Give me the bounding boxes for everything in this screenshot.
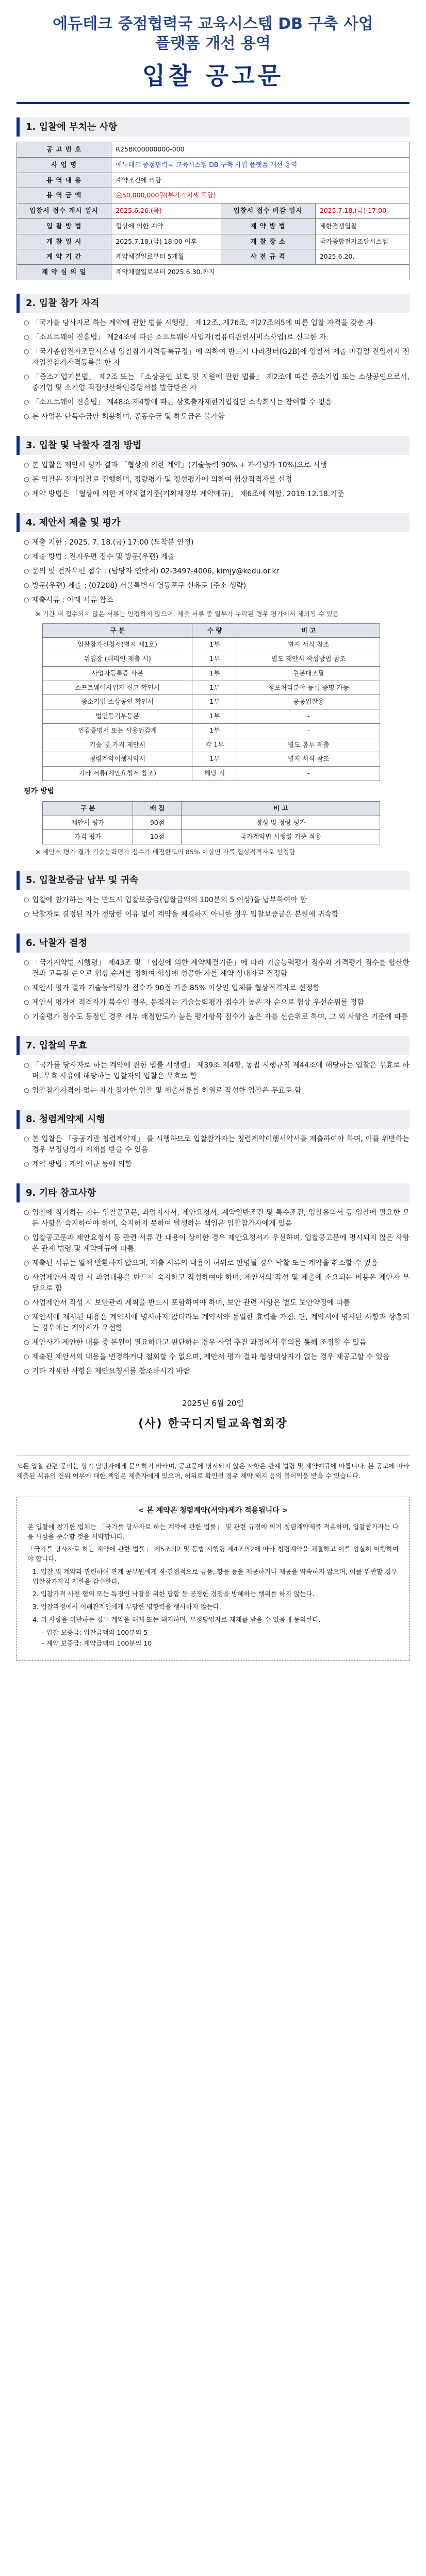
section-8-list [17,1134,409,1170]
table-row [43,767,380,781]
list-item: ○ 「국가를 당사자로 하는 계약에 관한 법률 시행령」 제12조, 제76조, 제27조의5에 따른 입찰 자격을 갖춘 자 [24,318,409,329]
documents-table [42,623,380,781]
table-cell: 1부 [192,681,237,695]
submit-end: 2025.7.18.(금) 17:00 [315,204,409,219]
service-type: 계약조건에 의함 [111,173,409,188]
table-cell: - [237,709,380,724]
list-item: ○ 「국가종합전자조달시스템 입찰참가자격등록규정」에 의하여 반드시 나라장터(G2B)에 입찰서 제출 마감일 전일까지 전자입찰참가자격등록을 한 자 [24,347,409,368]
list-item: ○ 계약 방법 : 계약 예규 등에 의함 [24,1159,409,1170]
list-item: ○ 사업제안서 작성 시 보안관리 계획을 반드시 포함하여야 하며, 보안 관련 사항은 별도 보안약정에 따름 [24,1298,409,1309]
list-item: ○ 방문(우편) 제출 : (07208) 서울특별시 영등포구 선유로 (주소 생략) [24,581,409,591]
info-label: 사 업 명 [17,157,111,173]
list-item: ○ 입찰참가자격이 없는 자가 참가한 입찰 및 제출서류를 허위로 작성한 입찰은 무효로 함 [24,1086,409,1096]
list-item: ○ 본 입찰은 「공공기관 청렴계약제」 를 시행하므로 입찰참가자는 청렴계약이행서약서를 제출하여야 하며, 이를 위반하는 경우 부정당업자 제재를 받을 수 있음 [24,1134,409,1156]
table-cell: 1부 [192,695,237,709]
issuing-organization: (사) 한국디지털교육협회장 [138,1417,288,1431]
table-cell: 제안서 평가 [43,816,133,830]
section-4-note: ※ 기간 내 접수되지 않은 서류는 인정하지 않으며, 제출 서류 중 일부가 누락된 경우 평가에서 제외될 수 있음 [35,609,339,618]
table-row [43,738,380,752]
table-cell: 인감증명서 또는 사용인감계 [43,723,192,738]
announce-no: R25BK00000000-000 [111,142,409,158]
title-block [17,14,409,94]
info-table [17,142,409,280]
section-5-heading: 5. 입찰보증금 납부 및 귀속 [17,871,409,890]
section-4-heading: 4. 제안서 제출 및 평가 [17,513,409,532]
list-item: ○ 제출 방법 : 전자우편 접수 및 방문(우편) 제출 [24,552,409,563]
list-item: ○ 「소프트웨어 진흥법」 제24조에 따른 소프트웨어사업자(컴퓨터관련서비스사업)로 신고한 자 [24,332,409,343]
table-cell: 공공입찰용 [237,695,380,709]
section-5-list [17,895,409,920]
table-row [43,695,380,709]
list-item: ○ 입찰에 참가하는 자는 반드시 입찰보증금(입찰금액의 100분의 5 이상)을 납부하여야 함 [24,895,409,906]
table-row [43,709,380,724]
table-cell: 법인등기부등본 [43,709,192,724]
project-name: 에듀테크 중점협력국 교육시스템 DB 구축 사업 플랫폼 개선 용역 [111,157,409,173]
info-label: 입 찰 방 법 [17,218,111,234]
table-cell: 원본대조필 [237,666,380,681]
table-cell: 청렴계약이행서약서 [43,752,192,767]
table-header: 구 분 [43,623,192,638]
table-cell: 10점 [133,830,182,844]
open-place: 국가종합전자조달시스템 [315,234,409,249]
appendix-item: 2. 입찰가격 사전 협의 또는 특정인 낙찰을 위한 담합 등 공정한 경쟁을 방해하는 행위를 하지 않는다. [32,1590,315,1598]
table-header-row [43,801,380,816]
pre-spec: 2025.6.20. [315,249,409,265]
info-label: 개 찰 장 소 [221,234,315,249]
table-header: 배 점 [133,801,182,816]
table-cell: 각 1부 [192,738,237,752]
budget: 金50,000,000원(부가가치세 포함) [111,188,409,204]
table-row [43,666,380,681]
list-item: ○ 입찰에 참가하는 자는 입찰공고문, 과업지시서, 제안요청서, 계약일반조건 및 특수조건, 입찰유의서 등 입찰에 필요한 모든 사항을 숙지하여야 하며, 숙지하지 못하여 발생하는 책임은 입찰참가자에게 있음 [24,1208,409,1229]
list-item: ○ 제안서에 제시된 내용은 계약서에 명시하지 않더라도 계약서와 동일한 효력을 가짐. 단, 계약서에 명시된 사항과 상충되는 경우에는 계약서가 우선함 [24,1312,409,1334]
appendix-item: 4. 위 사항을 위반하는 경우 계약을 해제 또는 해지하며, 부정당업자로 제재를 받을 수 있음에 동의한다. [32,1615,321,1623]
page-title: 입찰 공고문 [142,62,284,90]
appendix-item: 1. 입찰 및 계약과 관련하여 관계 공무원에게 직·간접적으로 금품, 향응 등을 제공하거나 제공을 약속하지 않으며, 이를 위반할 경우 입찰참가자격 제한을 감수한다. [32,1567,398,1585]
info-label: 개 찰 일 시 [17,234,111,249]
table-cell: 90점 [133,816,182,830]
announcement-date: 2025년 6월 20일 [182,1398,244,1408]
table-header: 구 분 [43,801,133,816]
table-row [43,816,380,830]
table-cell: 별지 서식 참조 [237,752,380,767]
section-2-list [17,318,409,422]
info-label: 공 고 번 호 [17,142,111,158]
table-header-row [43,623,380,638]
header-line-1: 에듀테크 중점협력국 교육시스템 DB 구축 사업 [53,15,373,33]
table-cell: 1부 [192,666,237,681]
section-4-list [17,537,409,606]
appendix-item: 3. 입찰과정에서 이해관계인에게 부당한 영향력을 행사하지 않는다. [32,1603,221,1611]
info-label: 계 약 심 의 일 [17,265,111,280]
eval-method-label: 평가 방법 [24,787,54,795]
list-item: ○ 「소프트웨어 진흥법」 제48조 제4항에 따른 상호출자제한기업집단 소속회사는 참여할 수 없음 [24,397,409,408]
list-item: ○ 「국가계약법 시행령」 제43조 및 「협상에 의한 계약체결기준」에 따라 기술능력평가 점수와 가격평가 점수를 합산한 결과 고득점 순으로 협상 순서를 정하여 협상에 성공한 자를 계약 상대자로 결정함 [24,958,409,979]
info-label: 입찰서 접수 마감 일시 [221,204,315,219]
list-item: ○ 제안서 평가 결과 기술능력평가 점수가 90점 기준 85% 이상인 업체를 협상적격자로 선정함 [24,983,409,994]
header-line-2: 플랫폼 개선 용역 [155,34,271,53]
submit-start: 2025.6.26.(목) [111,204,221,219]
section-3-list [17,460,409,500]
open-time: 2025.7.18.(금) 18:00 이후 [111,234,221,249]
table-cell: 해당 시 [192,767,237,781]
appendix-sub-item: - 입찰 보증금: 입찰금액의 100분의 5 [42,1628,148,1636]
list-item: ○ 사업제안서 작성 시 과업내용을 반드시 숙지하고 작성하여야 하며, 제안서의 작성 및 제출에 소요되는 비용은 제안자 부담으로 함 [24,1273,409,1294]
table-row [43,652,380,667]
table-cell: 1부 [192,723,237,738]
section-7-heading: 7. 입찰의 무효 [17,1036,409,1055]
table-cell: 위임장 (대리인 제출 시) [43,652,192,667]
table-cell: 1부 [192,652,237,667]
list-item: ○ 낙찰자로 결정된 자가 정당한 이유 없이 계약을 체결하지 아니한 경우 입찰보증금은 본원에 귀속함 [24,909,409,920]
table-cell: - [237,723,380,738]
list-item: ○ 제출서류 : 아래 서류 참조 [24,595,409,606]
list-item: ○ 본 사업은 단독수급만 허용하며, 공동수급 및 하도급은 불가함 [24,412,409,422]
section-3-heading: 3. 입찰 및 낙찰자 결정 방법 [17,436,409,455]
table-cell: 가격 평가 [43,830,133,844]
info-label: 입찰서 접수 개시 일시 [17,204,111,219]
table-cell: 중소기업 소상공인 확인서 [43,695,192,709]
footnote: 모든 입찰 관련 문의는 상기 담당자에게 문의하기 바라며, 공고문에 명시되지 않은 사항은 관계 법령 및 계약예규에 따릅니다. 본 공고에 따라 제출된 서류의 진위 여부에 대한 책임은 제출자에게 있으며, 허위로 확인될 경우 계약 해지 등의 불이익을 받을 수 있습니다. [17,1455,409,1481]
list-item: ○ 「중소기업기본법」 제2조 또는 「소상공인 보호 및 지원에 관한 법률」 제2조에 따른 중소기업 또는 소상공인으로서, 중기업 및 소기업 직접생산확인증명서를 발급받은 자 [24,372,409,394]
section-2-heading: 2. 입찰 참가 자격 [17,294,409,313]
info-label: 용 역 내 용 [17,173,111,188]
table-header: 수 량 [192,623,237,638]
table-cell: 정성 및 정량 평가 [182,816,380,830]
section-8-heading: 8. 청렴계약제 시행 [17,1110,409,1129]
list-item: ○ 제출된 서류는 일체 반환하지 않으며, 제출 서류의 내용이 허위로 판명될 경우 낙찰 또는 계약을 취소할 수 있음 [24,1258,409,1269]
info-label: 사 전 규 격 [221,249,315,265]
list-item: ○ 「국가를 당사자로 하는 계약에 관한 법률 시행령」 제39조 제4항, 동법 시행규칙 제44조에 해당하는 입찰은 무효로 하며, 무효 사유에 해당하는 입찰자의 입찰은 무효로 함 [24,1060,409,1082]
contract-period: 계약체결일로부터 5개월 [111,249,221,265]
table-row [43,752,380,767]
section-1-heading: 1. 입찰에 부치는 사항 [17,117,409,137]
list-item: ○ 문의 및 전자우편 접수 : (담당자 연락처) 02-3497-4006, kimjy@kedu.or.kr [24,566,409,577]
review-date: 계약체결일로부터 2025.6.30.까지 [111,265,409,280]
info-label: 계 약 기 간 [17,249,111,265]
section-9-list [17,1208,409,1377]
table-cell: 1부 [192,638,237,652]
table-cell: 별도 봉투 제출 [237,738,380,752]
table-row [43,681,380,695]
table-row [43,638,380,652]
list-item: ○ 입찰공고문과 제안요청서 등 관련 서류 간 내용이 상이한 경우 제안요청서가 우선하며, 입찰공고문에 명시되지 않은 사항은 관계 법령 및 계약예규에 따름 [24,1233,409,1255]
appendix-title: < 본 계약은 청렴계약(서약)제가 적용됩니다 > [138,1506,288,1515]
list-item: ○ 제안서 평가에 적격자가 복수인 경우, 동점자는 기술능력평가 점수가 높은 자 순으로 협상 우선순위를 정함 [24,997,409,1008]
list-item: ○ 기타 자세한 사항은 제안요청서를 참조하시기 바람 [24,1366,409,1377]
contract-method: 제한경쟁입찰 [315,218,409,234]
table-cell: 기타 서류(제안요청서 참조) [43,767,192,781]
appendix-sub-item: - 계약 보증금: 계약금액의 100분의 10 [42,1639,152,1648]
bid-method: 협상에 의한 계약 [111,218,221,234]
table-cell: 기술 및 가격 제안서 [43,738,192,752]
table-row [43,723,380,738]
list-item: ○ 계약 방법은 「협상에 의한 계약체결기준(기획재정부 계약예규)」 제6조에 의함, 2019.12.18.기준 [24,489,409,500]
table-cell: 입찰참가신청서(별지 제1호) [43,638,192,652]
integrity-contract-box [17,1497,409,1661]
section-6-list [17,958,409,1023]
list-item: ○ 제출 기한 : 2025. 7. 18.(금) 17:00 (도착분 인정) [24,537,409,548]
table-cell: 1부 [192,752,237,767]
list-item: ○ 본 입찰은 제안서 평가 결과 「협상에 의한 계약」(기술능력 90% + 가격평가 10%)으로 시행 [24,460,409,471]
table-cell: 1부 [192,709,237,724]
table-cell: 국가계약법 시행령 기준 적용 [182,830,380,844]
table-cell: 정보처리분야 등록 증명 가능 [237,681,380,695]
table-row [43,830,380,844]
appendix-paragraph: 「국가를 당사자로 하는 계약에 관한 법률」 제5조의2 및 동법 시행령 제4조의2에 따라 청렴계약을 체결하고 이를 성실히 이행하여야 합니다. [27,1545,399,1563]
table-cell: 사업자등록증 사본 [43,666,192,681]
section-7-list [17,1060,409,1096]
list-item: ○ 제출된 제안서의 내용을 변경하거나 철회할 수 없으며, 제안서 평가 결과 협상대상자가 없는 경우 재공고할 수 있음 [24,1352,409,1363]
table-header: 비 고 [237,623,380,638]
info-label: 용 역 금 액 [17,188,111,204]
list-item: ○ 제안사가 제안한 내용 중 본원이 필요하다고 판단하는 경우 사업 추진 과정에서 협의를 통해 조정할 수 있음 [24,1337,409,1348]
table-cell: 별지 서식 참조 [237,638,380,652]
title-divider [17,102,409,104]
info-label: 계 약 방 법 [221,218,315,234]
section-6-heading: 6. 낙찰자 결정 [17,934,409,953]
evaluation-table [42,801,380,844]
eval-note: ※ 제안서 평가 결과 기술능력평가 점수가 배점한도의 85% 이상인 자를 협상적격자로 선정함 [35,848,296,856]
table-cell: 소프트웨어사업자 신고 확인서 [43,681,192,695]
table-cell: - [237,767,380,781]
list-item: ○ 본 입찰은 전자입찰로 진행하며, 정량평가 및 정성평가에 의하여 협상적격자를 선정 [24,474,409,485]
appendix-intro: 본 입찰에 참가한 업체는 「국가를 당사자로 하는 계약에 관한 법률」 및 관련 규정에 의거 청렴계약제를 적용하며, 입찰참가자는 다음 사항을 준수할 것을 서약합니다. [27,1522,399,1540]
list-item: ○ 기술평가 점수도 동점인 경우 세부 배점한도가 높은 평가항목 점수가 높은 자를 선순위로 하며, 그 외 사항은 기준에 따름 [24,1012,409,1023]
table-cell: 별도 제안서 작성방법 참조 [237,652,380,667]
section-9-heading: 9. 기타 참고사항 [17,1183,409,1202]
table-header: 비 고 [182,801,380,816]
